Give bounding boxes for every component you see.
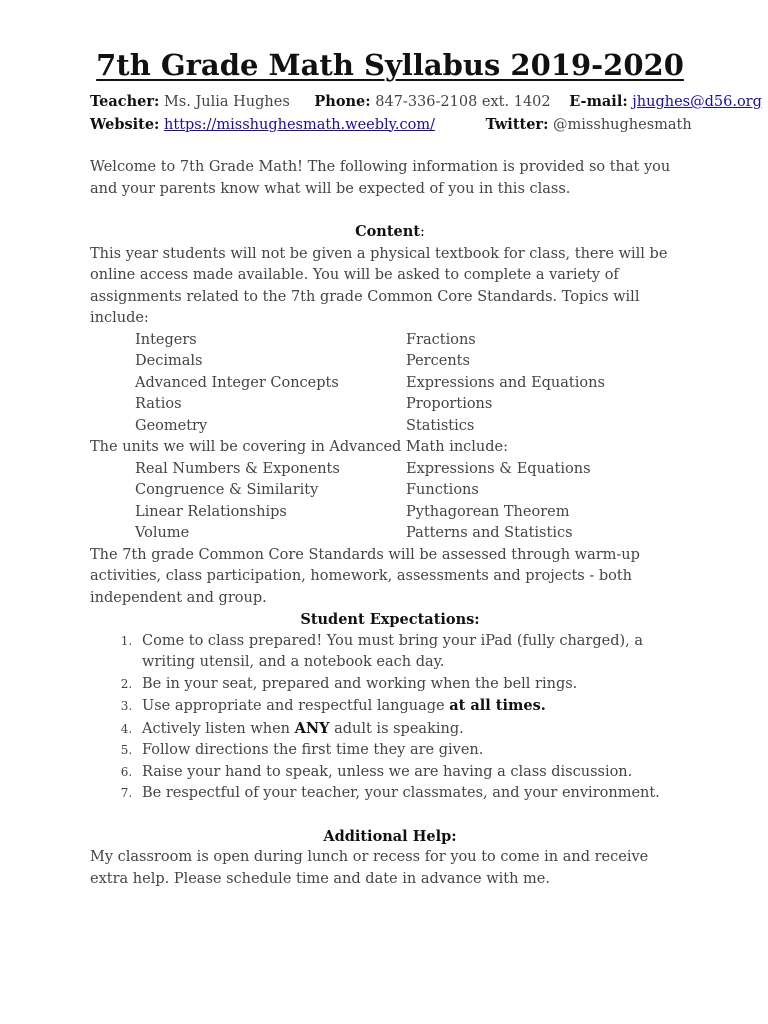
content-heading-text: Content: [355, 223, 421, 240]
list-item: Advanced Integer Concepts Expressions and Equations: [135, 374, 605, 391]
list-item: 1. Come to class prepared! You must bring your iPad (fully charged), a writing utensil, and a notebook each day.: [136, 631, 690, 674]
advanced-units-list: [135, 459, 690, 545]
help-paragraph: My classroom is open during lunch or recess for you to come in and receive extra help. Please schedule time and date in advance with me.: [90, 849, 649, 887]
list-item: 6. Raise your hand to speak, unless we are having a class discussion.: [136, 762, 690, 784]
list-item: 4. Actively listen when ANY adult is speaking.: [136, 718, 690, 741]
teacher-label: Teacher:: [90, 93, 160, 110]
phone-number: 847-336-2108 ext. 1402: [375, 94, 551, 110]
content-heading-colon: :: [420, 224, 425, 240]
content-heading: [90, 221, 690, 244]
assessment-paragraph: The 7th grade Common Core Standards will be assessed through warm-up activities, class participation, homework, assessments and projects - both independent and group.: [90, 546, 640, 606]
email-link[interactable]: jhughes@d56.org: [632, 94, 762, 110]
welcome-paragraph: Welcome to 7th Grade Math! The following information is provided so that you and your parents know what will be expected of you in this class.: [90, 159, 671, 197]
topics-list: [135, 330, 690, 438]
list-item: Ratios Proportions: [135, 396, 493, 412]
list-item: Congruence & Similarity Functions: [135, 482, 479, 498]
list-item: Decimals Percents: [135, 353, 470, 369]
expectations-heading: Student Expectations:: [300, 611, 480, 628]
list-item: 7. Be respectful of your teacher, your classmates, and your environment.: [136, 783, 690, 805]
contact-line-1: [90, 91, 762, 114]
website-label: Website:: [90, 115, 160, 133]
page-title: 7th Grade Math Syllabus 2019-2020: [96, 48, 684, 82]
list-item: 2. Be in your seat, prepared and working when the bell rings.: [136, 674, 690, 696]
list-item: 5. Follow directions the first time they are given.: [136, 740, 690, 762]
list-item: Geometry Statistics: [135, 417, 475, 434]
email-label: E-mail:: [569, 93, 628, 110]
phone-label: Phone:: [314, 93, 371, 110]
website-link[interactable]: https://misshughesmath.weebly.com/: [164, 116, 436, 133]
contact-line-2: [90, 114, 690, 137]
expectations-list: [90, 631, 690, 805]
list-item: Real Numbers & Exponents Expressions & Equations: [135, 460, 591, 477]
list-item: Linear Relationships Pythagorean Theorem: [135, 503, 570, 520]
content-intro: This year students will not be given a physical textbook for class, there will be online access made available. You will be asked to complete a variety of assignments related to the 7th grade Common Core Standards. Topics will include:: [90, 245, 668, 326]
list-item: Volume Patterns and Statistics: [135, 525, 573, 541]
list-item: 3. Use appropriate and respectful language at all times.: [136, 695, 690, 718]
help-heading: Additional Help:: [323, 827, 457, 845]
list-item: Integers Fractions: [135, 331, 476, 348]
twitter-handle: @misshughesmath: [553, 116, 692, 133]
twitter-label: Twitter:: [485, 115, 549, 133]
advanced-intro: The units we will be covering in Advanced Math include:: [90, 439, 509, 455]
syllabus-page: [90, 45, 762, 890]
teacher-name: Ms. Julia Hughes: [163, 94, 290, 110]
